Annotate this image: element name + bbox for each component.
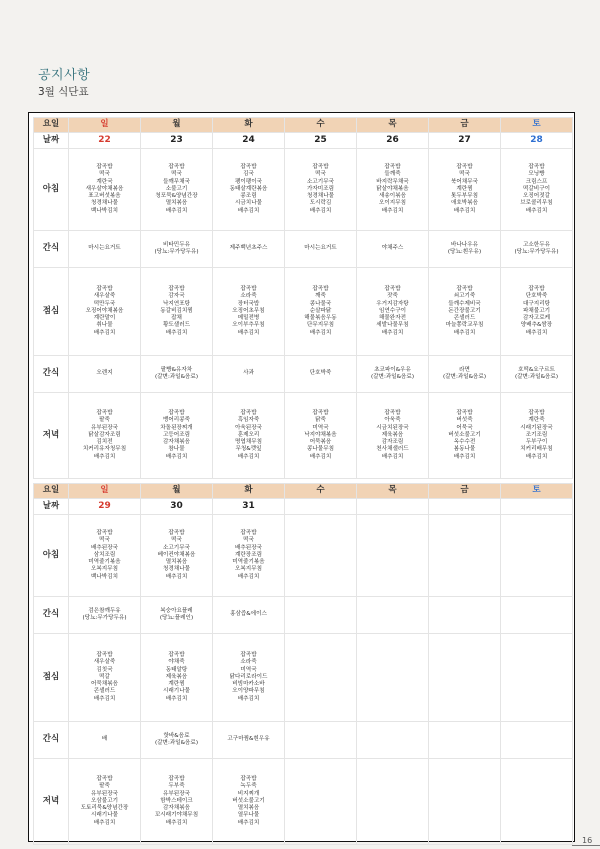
day-header-cell: 월 [141,484,213,499]
day-row-label: 요일 [34,484,69,499]
snack-pm-row-label: 간식 [34,356,69,393]
breakfast-cell: 잡곡밥 떡국 계란국 새우살야채볶음 표고버섯볶음 청경채나물 백나박김치 [69,149,141,231]
snack-am-row [34,231,573,268]
dinner-cell: 잡곡밥 버섯죽 어묵국 버섯소불고기 옥수수전 봄동나물 배추김치 [429,393,501,479]
page-number: 16 [582,836,593,845]
snack-pm-cell: 단호박죽 [285,356,357,393]
snack-pm-cell: 배 [69,722,141,759]
dinner-row-label: 저녁 [34,393,69,479]
date-row [34,499,573,515]
date-cell: 29 [69,499,141,515]
lunch-cell: 잡곡밥 야채죽 동태알탕 제육볶음 계란찜 시래기나물 배추김치 [141,634,213,722]
date-cell: 24 [213,133,285,149]
snack-pm-cell: 팥빵&유자차 (갈변:과일&음료) [141,356,213,393]
day-header-cell: 목 [357,118,429,133]
dinner-cell: 잡곡밥 녹두죽 비지찌개 버섯소불고기 멸치볶음 열무나물 배추김치 [213,759,285,845]
lunch-cell: 잡곡밥 소라죽 미역국 닭다리로라이드 비빔마카소바 오이양파무침 배추김치 [213,634,285,722]
breakfast-cell [501,515,573,597]
date-cell: 28 [501,133,573,149]
dinner-row [34,759,573,845]
date-row [34,133,573,149]
menu-table-week2 [33,483,573,845]
breakfast-cell: 잡곡밥 떡국 배추된장국 계란장조림 미역줄기볶음 오복지무침 배추김치 [213,515,285,597]
lunch-row [34,634,573,722]
snack-pm-cell [285,722,357,759]
snack-pm-cell: 사과 [213,356,285,393]
snack-am-cell [501,597,573,634]
snack-pm-cell [501,722,573,759]
day-header-cell: 금 [429,118,501,133]
dinner-cell [357,759,429,845]
breakfast-cell [429,515,501,597]
breakfast-cell: 잡곡밥 김국 팽이팽이국 동태살계란볶음 콩조림 시금치나물 배추김치 [213,149,285,231]
date-cell: 23 [141,133,213,149]
breakfast-row [34,149,573,231]
breakfast-cell: 잡곡밥 떡국 소고기무국 가자미조림 청경채나물 도시락김 배추김치 [285,149,357,231]
lunch-cell: 잡곡밥 소라죽 장터국밥 오징어초무침 메밀전병 오이부추무침 배추김치 [213,268,285,356]
breakfast-row [34,515,573,597]
date-cell: 22 [69,133,141,149]
dinner-cell: 잡곡밥 닭죽 미역국 낙지야채볶음 어묵볶음 콩나물무침 배추김치 [285,393,357,479]
snack-pm-row [34,722,573,759]
snack-am-cell [357,597,429,634]
snack-pm-cell [357,722,429,759]
dinner-cell [285,759,357,845]
day-row-label: 요일 [34,118,69,133]
page-subtitle: 3월 식단표 [38,86,89,98]
day-header-cell: 금 [429,484,501,499]
snack-am-cell: 바나나우유 (당뇨:흰우유) [429,231,501,268]
breakfast-row-label: 아침 [34,515,69,597]
breakfast-cell: 잡곡밥 떡국 들깨무채국 소불고기 청포묵&양념간장 멸치볶음 배추김치 [141,149,213,231]
snack-am-cell: 제주백년초주스 [213,231,285,268]
day-header-cell: 화 [213,118,285,133]
page-title: 공지사항 [38,68,91,83]
snack-am-cell: 마시는요거트 [285,231,357,268]
date-cell: 27 [429,133,501,149]
snack-pm-cell: 호떡&요구르트 (갈변:과일&음료) [501,356,573,393]
dinner-cell [429,759,501,845]
snack-pm-row-label: 간식 [34,722,69,759]
date-cell [501,499,573,515]
snack-pm-cell: 고구마찜&흰우유 [213,722,285,759]
snack-am-cell: 야채주스 [357,231,429,268]
breakfast-cell: 잡곡밥 모닝빵 크림스프 떡갈비구이 오징어젓갈 브로콜리무침 배추김치 [501,149,573,231]
date-cell [285,499,357,515]
day-header-cell: 수 [285,118,357,133]
day-header-cell: 토 [501,484,573,499]
snack-pm-cell: 초코파이&우유 (갈변:과일&음료) [357,356,429,393]
lunch-cell [429,634,501,722]
day-header-cell: 일 [69,118,141,133]
dinner-cell: 잡곡밥 계란죽 시래기된장국 조기조림 두부구이 치커리배무침 배추김치 [501,393,573,479]
breakfast-cell: 잡곡밥 들깨죽 바지락무채국 닭살야채볶음 새송이볶음 오이지무침 배추김치 [357,149,429,231]
day-header-cell: 목 [357,484,429,499]
snack-am-cell: 마시는요거트 [69,231,141,268]
lunch-row-label: 점심 [34,268,69,356]
day-header-cell: 수 [285,484,357,499]
lunch-cell: 잡곡밥 깨죽 콩나물국 순살파닭 해물볶음우동 단무지무침 배추김치 [285,268,357,356]
snack-am-cell: 복숭아요플레 (당뇨:플레인) [141,597,213,634]
day-header-cell: 월 [141,118,213,133]
date-cell: 31 [213,499,285,515]
snack-am-cell [285,597,357,634]
date-row-label: 날짜 [34,499,69,515]
lunch-row-label: 점심 [34,634,69,722]
snack-am-cell: 고소한두유 (당뇨:무가당두유) [501,231,573,268]
lunch-cell: 잡곡밥 쇠고기죽 들깨수제비국 돈간장불고기 콘샐러드 마늘쫑락교무침 배추김치 [429,268,501,356]
snack-pm-cell: 라면 (갈변:과일&음료) [429,356,501,393]
breakfast-cell: 잡곡밥 떡국 소고기무국 베이컨야채볶음 멸치볶음 청경채나물 배추김치 [141,515,213,597]
snack-pm-cell: 핫바&음료 (갈변:과일&음료) [141,722,213,759]
dinner-row-label: 저녁 [34,759,69,845]
snack-am-cell: 검은참깨두유 (당뇨:무가당두유) [69,597,141,634]
dinner-cell [501,759,573,845]
lunch-cell [357,634,429,722]
day-header-cell: 화 [213,484,285,499]
dinner-row [34,393,573,479]
breakfast-cell: 잡곡밥 떡국 북어채무국 계란찜 톳두부무침 애호박볶음 배추김치 [429,149,501,231]
breakfast-cell: 잡곡밥 떡국 배추된장국 삼치조림 미역줄기볶음 오복지무침 백나박김치 [69,515,141,597]
day-header-cell: 토 [501,118,573,133]
lunch-cell [285,634,357,722]
lunch-cell: 잡곡밥 새우살죽 김칫국 떡갈 어묵채볶음 콘샐러드 배추김치 [69,634,141,722]
lunch-cell: 잡곡밥 감자국 낙지연포탕 동갈비김치찜 잡채 황도샐러드 배추김치 [141,268,213,356]
page-number-underline [572,845,600,846]
day-row [34,484,573,499]
dinner-cell: 잡곡밥 아욱죽 시금치된장국 제육볶음 감자조림 천사채샐러드 배추김치 [357,393,429,479]
snack-am-row [34,597,573,634]
lunch-cell [501,634,573,722]
dinner-cell: 잡곡밥 팥죽 유부된장국 닭살감자조림 김치전 치커리유자청무침 배추김치 [69,393,141,479]
date-cell: 25 [285,133,357,149]
snack-pm-cell [429,722,501,759]
menu-table-week1 [33,117,573,479]
lunch-cell: 잡곡밥 새우살죽 떡만두국 오징어야채볶음 계란말이 취나물 배추김치 [69,268,141,356]
snack-pm-row [34,356,573,393]
dinner-cell: 잡곡밥 팥죽 유부된장국 오삼불고기 도토리묵&양념간장 시래기나물 배추김치 [69,759,141,845]
breakfast-cell [285,515,357,597]
day-row [34,118,573,133]
snack-am-cell [429,597,501,634]
date-cell: 30 [141,499,213,515]
lunch-row [34,268,573,356]
lunch-cell: 잡곡밥 단호박죽 대구지리탕 파채불고기 감자고로케 양배추&쌈장 배추김치 [501,268,573,356]
breakfast-cell [357,515,429,597]
breakfast-row-label: 아침 [34,149,69,231]
dinner-cell: 잡곡밥 흑임자죽 아욱된장국 훈제오리 명엽채무침 무청&깻잎 배추김치 [213,393,285,479]
date-cell [429,499,501,515]
dinner-cell: 잡곡밥 두부죽 유부된장국 함박스테이크 감자채볶음 꼬시래기야채무침 배추김치 [141,759,213,845]
dinner-cell: 잡곡밥 뱅어리콩죽 차돌된장찌개 고등어조림 감자채볶음 참나물 배추김치 [141,393,213,479]
date-row-label: 날짜 [34,133,69,149]
snack-am-row-label: 간식 [34,231,69,268]
date-cell [357,499,429,515]
snack-am-cell: 홍삼즙&에이스 [213,597,285,634]
snack-am-row-label: 간식 [34,597,69,634]
snack-pm-cell: 오렌지 [69,356,141,393]
snack-am-cell: 비타민두유 (당뇨:무가당두유) [141,231,213,268]
date-cell: 26 [357,133,429,149]
day-header-cell: 일 [69,484,141,499]
lunch-cell: 잡곡밥 잣죽 우거지감자탕 임연수구이 해물완자전 세발나물무침 배추김치 [357,268,429,356]
menu-sheet [28,112,575,842]
